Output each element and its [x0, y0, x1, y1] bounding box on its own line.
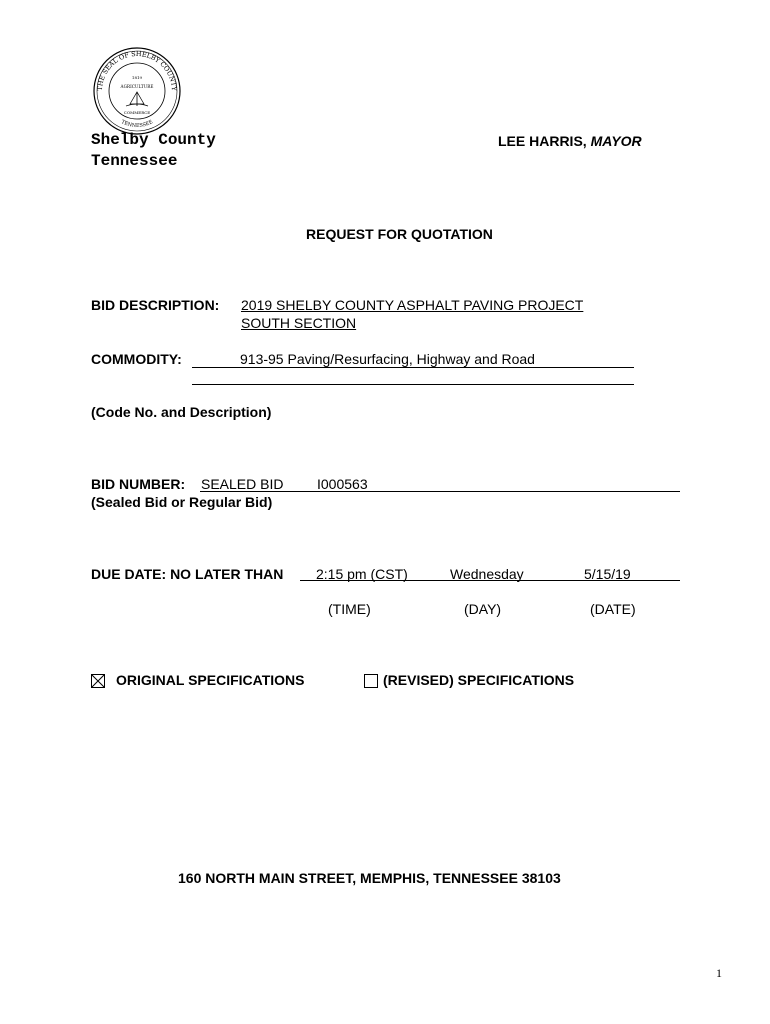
due-date-underline	[300, 580, 680, 581]
bid-type-note: (Sealed Bid or Regular Bid)	[91, 494, 273, 510]
due-day-value: Wednesday	[450, 566, 524, 582]
code-description-note: (Code No. and Description)	[91, 404, 272, 420]
commodity-underline	[192, 367, 634, 368]
org-name-line1: Shelby County	[91, 131, 216, 149]
bid-number-underline	[200, 491, 680, 492]
date-caption: (DATE)	[590, 601, 636, 617]
due-date-label: DUE DATE: NO LATER THAN	[91, 566, 284, 582]
revised-specifications-checkbox[interactable]	[364, 674, 378, 688]
org-name-line2: Tennessee	[91, 152, 178, 170]
page-number: 1	[716, 966, 722, 980]
original-specifications-label: ORIGINAL SPECIFICATIONS	[116, 672, 305, 688]
seal-agriculture-text: AGRICULTURE	[120, 84, 154, 89]
seal-top-text: THE SEAL OF SHELBY COUNTY	[95, 49, 179, 92]
mayor-heading	[498, 133, 642, 149]
county-seal-icon	[92, 46, 182, 136]
commodity-value: 913-95 Paving/Resurfacing, Highway and Road	[240, 351, 535, 367]
bid-description-line2: SOUTH SECTION	[241, 315, 357, 331]
due-time-value: 2:15 pm (CST)	[316, 566, 408, 582]
checkmark-x-icon	[92, 675, 104, 687]
mayor-name: LEE HARRIS,	[498, 133, 587, 149]
mayor-title: MAYOR	[590, 133, 642, 149]
day-caption: (DAY)	[464, 601, 502, 617]
bid-type-value: SEALED BID	[201, 476, 284, 492]
bid-number-label: BID NUMBER:	[91, 476, 186, 492]
commodity-second-line	[192, 384, 634, 385]
original-specifications-checkbox[interactable]	[91, 674, 105, 688]
bid-number-value: I000563	[317, 476, 368, 492]
address: 160 NORTH MAIN STREET, MEMPHIS, TENNESSEE 38103	[178, 870, 561, 886]
due-date-value: 5/15/19	[584, 566, 631, 582]
seal-commerce-text: COMMERCE	[123, 110, 151, 115]
seal-year: 1819	[131, 75, 143, 80]
bid-description-label: BID DESCRIPTION:	[91, 297, 220, 313]
commodity-label: COMMODITY:	[91, 351, 182, 367]
page-title: REQUEST FOR QUOTATION	[306, 226, 493, 242]
time-caption: (TIME)	[328, 601, 371, 617]
bid-description-line1: 2019 SHELBY COUNTY ASPHALT PAVING PROJECT	[241, 297, 584, 313]
revised-specifications-label: (REVISED) SPECIFICATIONS	[383, 672, 575, 688]
seal-bottom-text: TENNESSEE	[120, 119, 154, 130]
